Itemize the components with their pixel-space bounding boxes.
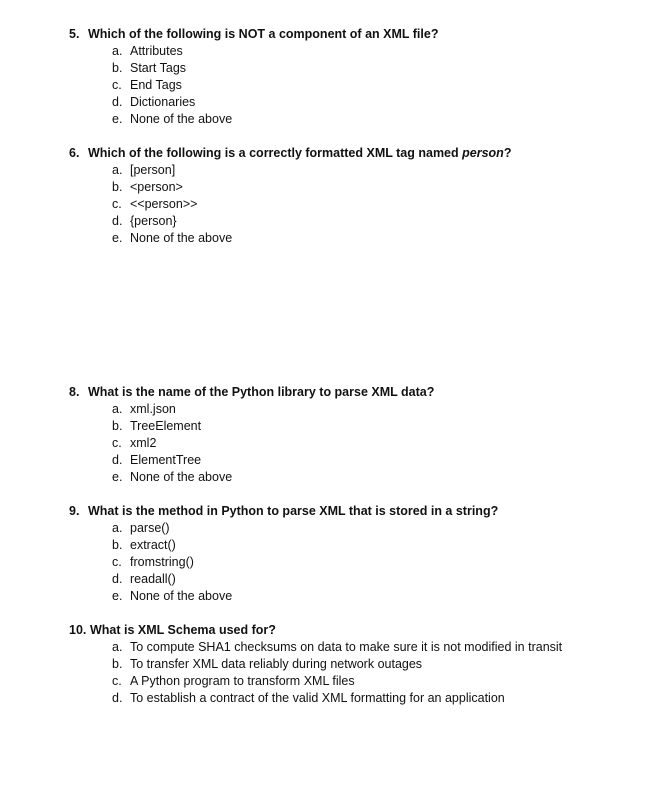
- question-text-before: Which of the following is a correctly formatted XML tag named: [88, 146, 463, 160]
- option-text: <person>: [130, 180, 183, 194]
- option-d: [69, 94, 649, 111]
- question-8: [69, 384, 649, 486]
- option-letter: d.: [112, 95, 123, 109]
- option-b: [69, 60, 649, 77]
- question-number: 9.: [69, 504, 80, 518]
- option-letter: d.: [112, 691, 123, 705]
- question-10-title: [69, 622, 649, 639]
- option-letter: a.: [112, 44, 123, 58]
- question-text: What is XML Schema used for?: [90, 623, 276, 637]
- option-c: [69, 196, 649, 213]
- option-text: TreeElement: [130, 419, 202, 433]
- option-letter: a.: [112, 640, 123, 654]
- option-b: [69, 418, 649, 435]
- question-8-title: [69, 384, 649, 401]
- option-b: [69, 179, 649, 196]
- option-a: [69, 401, 649, 418]
- option-letter: b.: [112, 61, 123, 75]
- option-text: xml2: [130, 436, 157, 450]
- options-list: [69, 401, 649, 486]
- option-letter: c.: [112, 555, 122, 569]
- question-text-emphasis: person: [462, 146, 504, 160]
- option-letter: e.: [112, 589, 123, 603]
- option-text: Start Tags: [130, 61, 187, 75]
- option-b: [69, 537, 649, 554]
- option-c: [69, 673, 649, 690]
- option-text: parse(): [130, 521, 170, 535]
- option-a: [69, 162, 649, 179]
- option-text: None of the above: [130, 231, 233, 245]
- option-text: To compute SHA1 checksums on data to make sure it is not modified in transit: [130, 640, 563, 654]
- option-c: [69, 554, 649, 571]
- option-text: End Tags: [130, 78, 182, 92]
- question-text: What is the name of the Python library to parse XML data?: [88, 385, 435, 399]
- option-letter: b.: [112, 180, 123, 194]
- option-b: [69, 656, 649, 673]
- question-number: 5.: [69, 27, 80, 41]
- question-9-title: [69, 503, 649, 520]
- options-list: [69, 639, 649, 707]
- options-list: [69, 162, 649, 247]
- options-list: [69, 520, 649, 605]
- question-number: 10.: [69, 623, 87, 637]
- option-c: [69, 77, 649, 94]
- option-text: extract(): [130, 538, 176, 552]
- option-text: None of the above: [130, 589, 233, 603]
- option-letter: c.: [112, 674, 122, 688]
- option-text: None of the above: [130, 470, 233, 484]
- option-text: {person}: [130, 214, 177, 228]
- option-letter: c.: [112, 197, 122, 211]
- option-letter: a.: [112, 521, 123, 535]
- option-text: readall(): [130, 572, 176, 586]
- option-d: [69, 213, 649, 230]
- question-text: What is the method in Python to parse XML that is stored in a string?: [88, 504, 499, 518]
- option-letter: a.: [112, 163, 123, 177]
- option-text: Attributes: [130, 44, 183, 58]
- question-text: Which of the following is NOT a component of an XML file?: [88, 27, 439, 41]
- option-letter: c.: [112, 436, 122, 450]
- options-list: [69, 43, 649, 128]
- option-letter: d.: [112, 572, 123, 586]
- option-text: None of the above: [130, 112, 233, 126]
- option-letter: e.: [112, 112, 123, 126]
- option-letter: b.: [112, 538, 123, 552]
- option-text: [person]: [130, 163, 176, 177]
- option-d: [69, 452, 649, 469]
- option-a: [69, 520, 649, 537]
- option-c: [69, 435, 649, 452]
- question-text-after: ?: [503, 146, 512, 160]
- option-text: To transfer XML data reliably during network outages: [130, 657, 423, 671]
- option-letter: d.: [112, 214, 123, 228]
- question-9: [69, 503, 649, 605]
- option-e: [69, 111, 649, 128]
- option-text: To establish a contract of the valid XML formatting for an application: [130, 691, 505, 705]
- option-letter: c.: [112, 78, 122, 92]
- question-5: [69, 26, 649, 128]
- option-letter: e.: [112, 470, 123, 484]
- option-e: [69, 469, 649, 486]
- option-text: <<person>>: [130, 197, 198, 211]
- option-a: [69, 43, 649, 60]
- option-e: [69, 588, 649, 605]
- question-6-title: [69, 145, 649, 162]
- option-letter: d.: [112, 453, 123, 467]
- option-text: A Python program to transform XML files: [130, 674, 355, 688]
- option-d: [69, 571, 649, 588]
- option-text: xml.json: [130, 402, 176, 416]
- question-text: [88, 145, 511, 162]
- option-letter: b.: [112, 419, 123, 433]
- option-text: Dictionaries: [130, 95, 196, 109]
- option-e: [69, 230, 649, 247]
- question-10: [69, 622, 649, 707]
- option-letter: b.: [112, 657, 123, 671]
- option-text: fromstring(): [130, 555, 194, 569]
- option-a: [69, 639, 649, 656]
- question-5-title: [69, 26, 649, 43]
- question-number: 8.: [69, 385, 80, 399]
- question-6: [69, 145, 649, 247]
- option-d: [69, 690, 649, 707]
- option-letter: e.: [112, 231, 123, 245]
- option-letter: a.: [112, 402, 123, 416]
- option-text: ElementTree: [130, 453, 202, 467]
- question-number: 6.: [69, 146, 80, 160]
